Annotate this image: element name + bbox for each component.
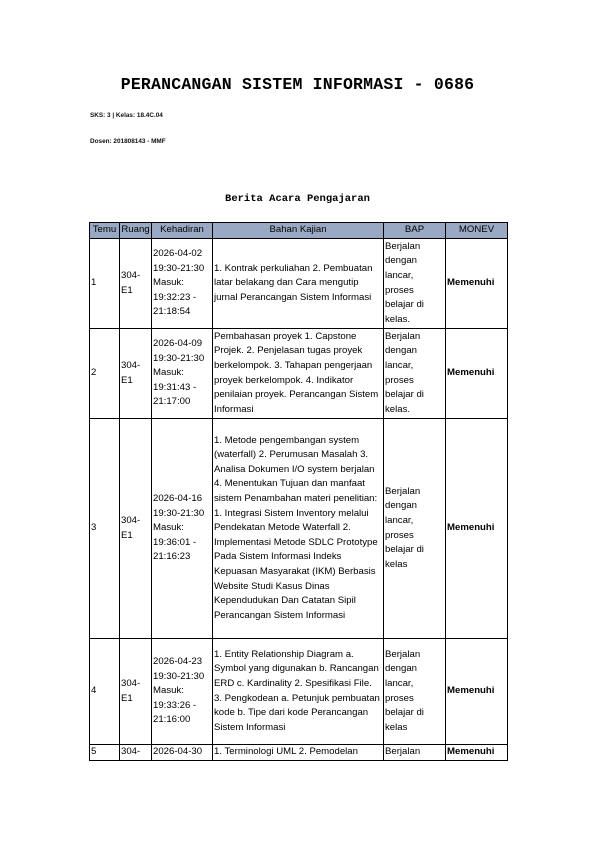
header-temu: Temu: [90, 223, 120, 239]
table-row: [90, 239, 508, 329]
section-title: Berita Acara Pengajaran: [225, 193, 370, 205]
header-monev: MONEV: [446, 223, 508, 239]
table-row: [90, 329, 508, 419]
cell-monev: Memenuhi: [446, 419, 508, 639]
table-row: [90, 745, 508, 761]
cell-bahan-kajian: 1. Terminologi UML 2. Pemodelan: [213, 745, 384, 761]
cell-ruang: 304-E1: [120, 639, 152, 745]
cell-temu: 4: [90, 639, 120, 745]
cell-ruang: 304-E1: [120, 419, 152, 639]
cell-kehadiran: 2026-04-09 19:30-21:30 Masuk: 19:31:43 - 21:17:00: [152, 329, 213, 419]
table-header-row: [90, 223, 508, 239]
cell-monev: Memenuhi: [446, 239, 508, 329]
cell-temu: 5: [90, 745, 120, 761]
cell-bap: Berjalan dengan lancar, proses belajar di kelas: [384, 419, 446, 639]
cell-bahan-kajian: Pembahasan proyek 1. Capstone Projek. 2. Penjelasan tugas proyek berkelompok. 3. Tahapan pengerjaan proyek berkelompok. 4. Indikator penilaian proyek. Perancangan Sistem Informasi: [213, 329, 384, 419]
cell-bap: Berjalan dengan lancar, proses belajar di kelas.: [384, 239, 446, 329]
cell-bap: Berjalan: [384, 745, 446, 761]
cell-temu: 1: [90, 239, 120, 329]
cell-kehadiran: 2026-04-16 19:30-21:30 Masuk: 19:36:01 - 21:16:23: [152, 419, 213, 639]
cell-bap: Berjalan dengan lancar, proses belajar di kelas: [384, 639, 446, 745]
cell-bahan-kajian: 1. Entity Relationship Diagram a. Symbol yang digunakan b. Rancangan ERD c. Kardinality 2. Spesifikasi File. 3. Pengkodean a. Petunjuk pembuatan kode b. Tipe dari kode Perancangan Sistem Informasi: [213, 639, 384, 745]
cell-monev: Memenuhi: [446, 639, 508, 745]
table-row: [90, 639, 508, 745]
cell-ruang: 304-E1: [120, 329, 152, 419]
cell-ruang: 304-: [120, 745, 152, 761]
cell-monev: Memenuhi: [446, 745, 508, 761]
sks-class-info: SKS: 3 | Kelas: 18.4C.04: [90, 112, 163, 119]
header-bahan-kajian: Bahan Kajian: [213, 223, 384, 239]
cell-temu: 2: [90, 329, 120, 419]
cell-bahan-kajian: 1. Kontrak perkuliahan 2. Pembuatan latar belakang dan Cara mengutip jurnal Perancangan Sistem Informasi: [213, 239, 384, 329]
header-ruang: Ruang: [120, 223, 152, 239]
cell-monev: Memenuhi: [446, 329, 508, 419]
cell-bap: Berjalan dengan lancar, proses belajar di kelas.: [384, 329, 446, 419]
lecturer-info: Dosen: 201808143 - MMF: [90, 138, 166, 145]
table-row: [90, 419, 508, 639]
cell-temu: 3: [90, 419, 120, 639]
cell-kehadiran: 2026-04-02 19:30-21:30 Masuk: 19:32:23 - 21:18:54: [152, 239, 213, 329]
cell-bahan-kajian: 1. Metode pengembangan system (waterfall) 2. Perumusan Masalah 3. Analisa Dokumen I/O system berjalan 4. Menentukan Tujuan dan manfaat sistem Penambahan materi penelitian: 1. Integrasi Sistem Inventory melalui Pendekatan Metode Waterfall 2. Implementasi Metode SDLC Prototype Pada Sistem Informasi Indeks Kepuasan Masyarakat (IKM) Berbasis Website Studi Kasus Dinas Kependudukan Dan Catatan Sipil Perancangan Sistem Informasi: [213, 419, 384, 639]
cell-kehadiran: 2026-04-23 19:30-21:30 Masuk: 19:33:26 - 21:16:00: [152, 639, 213, 745]
cell-kehadiran: 2026-04-30: [152, 745, 213, 761]
header-bap: BAP: [384, 223, 446, 239]
page-title: PERANCANGAN SISTEM INFORMASI - 0686: [120, 75, 475, 94]
teaching-report-table: [89, 222, 508, 761]
cell-ruang: 304-E1: [120, 239, 152, 329]
header-kehadiran: Kehadiran: [152, 223, 213, 239]
